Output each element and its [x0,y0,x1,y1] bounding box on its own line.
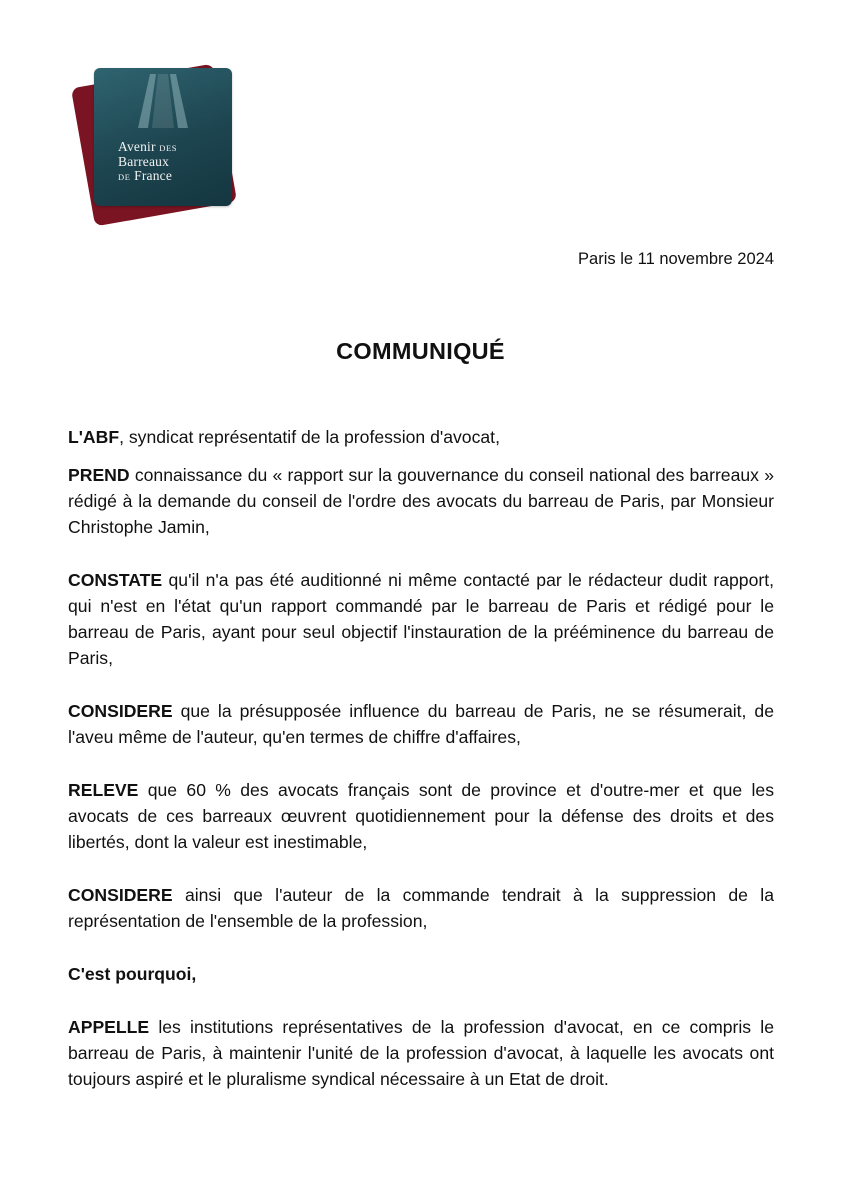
paragraph-lead: PREND [68,465,130,485]
logo-line3-main: France [134,168,173,183]
logo-line1-main: Avenir [118,139,156,154]
paragraph-lead: RELEVE [68,780,139,800]
document-title: COMMUNIQUÉ [336,338,505,364]
paragraph-text: les institutions représentatives de la profession d'avocat, en ce compris le barreau de Paris, à maintenir l'unité de la profession d'avocat, à laquelle les avocats ont toujours aspiré et le pluralisme syndical nécessaire à un Etat de droit. [68,1017,774,1089]
paragraph-lead: APPELLE [68,1017,150,1037]
paragraph-text: qu'il n'a pas été auditionné ni même contacté par le rédacteur dudit rapport, qui n'est en l'état qu'un rapport commandé par le barreau de Paris et rédigé pour le barreau de Paris, ayant pour seul objectif l'instauration de la prééminence du barreau de Paris, [68,570,774,668]
logo-line3-small: DE [118,172,131,182]
paragraph-cest-pourquoi [68,961,774,987]
paragraph-lead: CONSTATE [68,570,163,590]
paragraph-appelle [68,1014,774,1092]
paragraph-lead: C'est pourquoi, [68,964,197,984]
document-body [68,424,774,1092]
logo-front-square [94,68,232,206]
paragraph-considere-1 [68,698,774,750]
paragraph-lead: L'ABF [68,427,120,447]
paragraph-releve [68,777,774,855]
paragraph-intro [68,424,774,450]
paragraph-lead: CONSIDERE [68,885,173,905]
paragraph-text: que 60 % des avocats français sont de province et d'outre-mer et que les avocats de ces barreaux œuvrent quotidiennement pour la défense des droits et des libertés, dont la valeur est inestimable, [68,780,774,852]
logo-wordmark [118,140,177,184]
document-date: Paris le 11 novembre 2024 [578,250,774,268]
paragraph-constate [68,567,774,671]
paragraph-text: ainsi que l'auteur de la commande tendrait à la suppression de la représentation de l'ensemble de la profession, [68,885,774,931]
paragraph-considere-2 [68,882,774,934]
paragraph-text: connaissance du « rapport sur la gouvernance du conseil national des barreaux » rédigé à la demande du conseil de l'ordre des avocats du barreau de Paris, par Monsieur Christophe Jamin, [68,465,774,537]
logo-line1-small: DES [159,143,178,153]
paragraph-lead: CONSIDERE [68,701,173,721]
logo-line2: Barreaux [118,154,170,169]
abf-logo [80,55,250,220]
paragraph-text: , syndicat représentatif de la profession d'avocat, [119,427,500,447]
paragraph-prend [68,462,774,540]
logo-pillar-icon [94,68,232,128]
paragraph-text: que la présupposée influence du barreau de Paris, ne se résumerait, de l'aveu même de l'auteur, qu'en termes de chiffre d'affaires, [68,701,774,747]
